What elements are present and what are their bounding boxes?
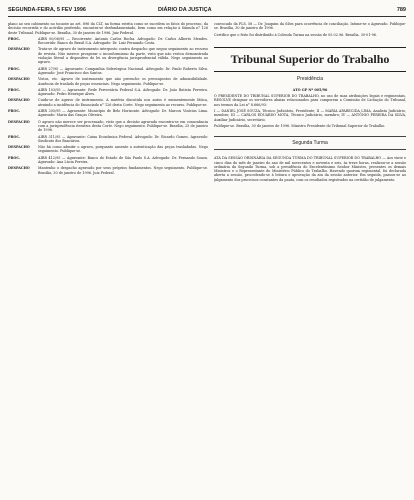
entry-text: O agravo não merece ser processado, visto que a decisão agravada encontra-se em consonância com a jurisprudência iterativa desta Corte. Nego seguimento. Publique-se. Brasília, 25 de janeiro de 1996. bbox=[38, 119, 208, 133]
right-column bbox=[214, 22, 406, 494]
entry-label: PROC. bbox=[8, 155, 21, 160]
entry-label: DESPACHO bbox=[8, 119, 30, 124]
docket-entry bbox=[8, 156, 208, 165]
entry-label: PROC. bbox=[8, 87, 21, 92]
page-header bbox=[8, 6, 406, 17]
ato-body-1: O PRESIDENTE DO TRIBUNAL SUPERIOR DO TRABALHO, no uso de suas atribuições legais e regimentais, RESOLVE designar os servidores abaixo relacionados para comporem a Comissão de Licitação do Tribunal, nos termos da Lei n° 8.666/93: bbox=[214, 94, 406, 107]
ato-heading: ATO GP Nº 005/96 bbox=[292, 87, 328, 92]
docket-entry bbox=[8, 37, 208, 46]
header-page-number: 789 bbox=[396, 7, 406, 13]
entry-label: PROC. bbox=[8, 109, 21, 114]
docket-entry bbox=[8, 88, 208, 97]
entry-text: Vistos, etc. Agravo de instrumento que não preenche os pressupostos de admissibilidade. Ausência de traslado de peças essenciais. Nego seguimento. Publique-se. bbox=[38, 77, 208, 86]
docket-entry bbox=[8, 98, 208, 107]
docket-entry bbox=[8, 109, 208, 118]
docket-entry bbox=[8, 67, 208, 76]
entry-text: AIRR 311/95 — Agravante: Caixa Econômica Federal. Advogado: Dr. Ricardo Gomes. Agravado: Sindicato dos Bancários. bbox=[38, 134, 208, 143]
entry-text: AIRR 27/95 — Agravante: Companhia Siderúrgica Nacional. Advogado: Dr. Paulo Roberto Silva. Agravado: José Francisco dos Santos. bbox=[38, 66, 208, 75]
ato-body-3: Publique-se. Brasília, 30 de janeiro de 1996. Ministro Presidente do Tribunal Superior do Trabalho. bbox=[214, 123, 386, 128]
entry-text: Não há como admitir o agravo, porquanto ausente a autenticação das peças trasladadas. Nego seguimento. Publique-se. bbox=[38, 145, 208, 154]
entry-label: DESPACHO bbox=[8, 145, 30, 150]
docket-entry bbox=[8, 145, 208, 154]
entry-text: Mantenho o despacho agravado por seus próprios fundamentos. Nego seguimento. Publique-se. Brasília, 30 de janeiro de 1996. Juiz Federal. bbox=[38, 166, 208, 175]
top-paragraph-2: Certifico que o feito foi distribuído à Colenda Turma na sessão de 05.02.96. Brasília, 30-01-96. bbox=[214, 32, 378, 37]
entry-text: AIRR 00/06/95 — Recorrente: Antonio Carlos Rocha. Advogado: Dr. Carlos Alberto Mendes. Recorrido: Banco do Brasil S.A. Advogado: Dr. Luiz Fernando Costa. bbox=[38, 36, 208, 46]
entry-text: Trata-se de agravo de instrumento interposto contra despacho que negou seguimento ao recurso de revista. Não merece prosperar o inconformismo da parte, visto que não restou demonstrada violação literal a dispositivo de lei ou divergência jurisprudencial válida. Nego seguimento ao agravo. bbox=[38, 47, 208, 65]
entry-list bbox=[8, 37, 208, 175]
entry-text: Cuida-se de agravo de instrumento. A matéria discutida nos autos é eminentemente fática, atraindo a incidência do Enunciado n° 126 desta Corte. Nego seguimento ao recurso. Publique-se. bbox=[38, 98, 208, 107]
entry-label: DESPACHO bbox=[8, 47, 30, 52]
tribunal-title: Tribunal Superior do Trabalho bbox=[230, 51, 390, 66]
left-column bbox=[8, 22, 208, 494]
entry-label: DESPACHO bbox=[8, 77, 30, 82]
ato-body-2: I — DANIEL JOSÉ SOUZA, Técnico Judiciário, Presidente; II — MARIA APARECIDA LIMA, Analista Judiciário, membro; III — CARLOS EDUARDO MOTA, Técnico Judiciário, membro; IV — ANTÔNIO PEREIRA DA SILVA, Auxiliar Judiciário, secretário. bbox=[214, 109, 406, 122]
header-publication: DIÁRIO DA JUSTIÇA bbox=[158, 7, 212, 13]
docket-entry bbox=[8, 120, 208, 133]
docket-entry bbox=[8, 166, 208, 175]
ata-body: ATA DA SESSÃO ORDINÁRIA DA SEGUNDA TURMA DO TRIBUNAL SUPERIOR DO TRABALHO — Aos vinte e cinco dias do mês de janeiro do ano de mil novecentos e noventa e seis, às treze horas, realizou-se a sessão ordinária da Segunda Turma, sob a presidência do Excelentíssimo Senhor Ministro, presentes os demais Ministros e o Representante do Ministério Público do Trabalho. Havendo quorum regimental, foi declarada aberta a sessão, procedendo-se à leitura e aprovação da ata da sessão anterior. Em seguida, passou-se ao julgamento dos processos constantes da pauta, com os resultados registrados na certidão de julgamento. bbox=[214, 156, 406, 182]
docket-entry bbox=[8, 77, 208, 86]
entry-label: DESPACHO bbox=[8, 166, 30, 171]
entry-label: PROC. bbox=[8, 134, 21, 139]
entry-text: AIRR 205/95 — Agravante: Município de Belo Horizonte. Advogado: Dr. Marcos Vinícius Lima. Agravado: Maria das Graças Oliveira. bbox=[38, 109, 208, 118]
segunda-turma-heading: Segunda Turma bbox=[214, 136, 406, 150]
entry-text: AIRR 412/95 — Agravante: Banco do Estado de São Paulo S.A. Advogado: Dr. Fernando Souza. Agravado: Ana Lúcia Pereira. bbox=[38, 155, 208, 165]
entry-label: PROC. bbox=[8, 66, 21, 71]
tribunal-banner bbox=[214, 47, 406, 72]
header-date: SEGUNDA-FEIRA, 5 FEV 1996 bbox=[8, 7, 86, 13]
entry-label: DESPACHO bbox=[8, 98, 30, 103]
docket-entry bbox=[8, 135, 208, 144]
top-paragraph: convocado da FLS. 58 — Dr. Joaquim da Silva para ocorrência de conciliação. Intime-se o Agravado. Publique-se. Brasília, 30 de janeiro de 1996. bbox=[214, 22, 406, 31]
presidencia-heading: Presidência bbox=[296, 75, 324, 82]
entry-text: AIRR 103/95 — Agravante: Rede Ferroviária Federal S.A. Advogado: Dr. João Batista Ferreira. Agravado: Pedro Henrique Alves. bbox=[38, 87, 208, 97]
intro-paragraph: plano ao seu cabimento no tocante ao art. 896 da CLT, na forma estrita como se sucedem os fatos do processo, da decisão recorrida e do acórdão proferido, encontra-se desfundamentado, bem como em relação à Súmula n° 126 deste Tribunal. Publique-se. Brasília, 30 de janeiro de 1996. Juiz Federal. bbox=[8, 22, 208, 35]
docket-entry bbox=[8, 47, 208, 64]
entry-label: PROC. bbox=[8, 36, 21, 41]
